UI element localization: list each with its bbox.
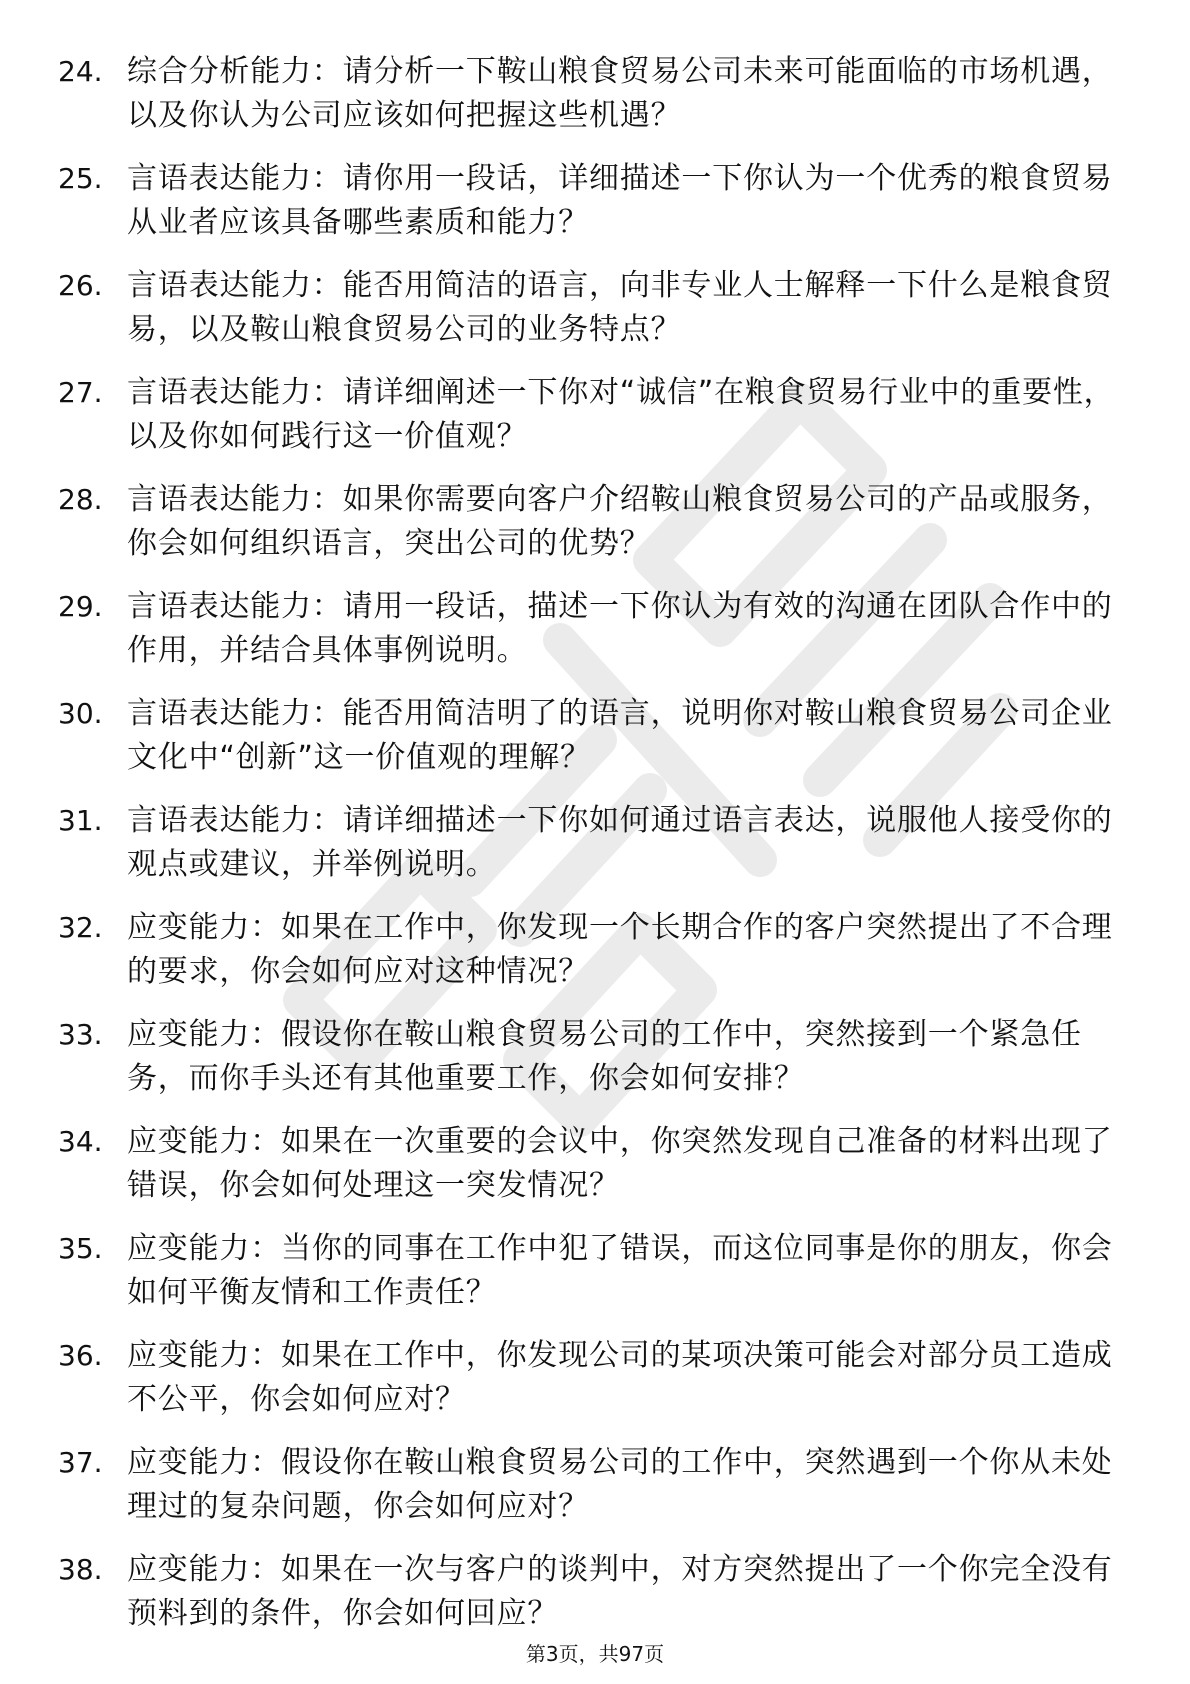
question-number: 29.: [58, 590, 103, 623]
question-item: [0, 157, 1190, 264]
question-number: 36.: [58, 1339, 103, 1372]
question-number: 26.: [58, 269, 103, 302]
question-text: 应变能力：如果在工作中，你发现一个长期合作的客户突然提出了不合理的要求，你会如何应对这种情况？: [127, 910, 1113, 989]
question-text: 综合分析能力：请分析一下鞍山粮食贸易公司未来可能面临的市场机遇，以及你认为公司应该如何把握这些机遇？: [127, 54, 1113, 133]
question-text: 应变能力：如果在工作中，你发现公司的某项决策可能会对部分员工造成不公平，你会如何应对？: [127, 1338, 1113, 1417]
question-number: 33.: [58, 1018, 103, 1051]
question-text: 应变能力：如果在一次重要的会议中，你突然发现自己准备的材料出现了错误，你会如何处理这一突发情况？: [127, 1124, 1113, 1203]
question-text: 言语表达能力：能否用简洁的语言，向非专业人士解释一下什么是粮食贸易，以及鞍山粮食贸易公司的业务特点？: [127, 268, 1113, 347]
question-item: [0, 264, 1190, 371]
question-item: [0, 799, 1190, 906]
question-item: [0, 1013, 1190, 1120]
question-item: [0, 692, 1190, 799]
question-text: 言语表达能力：请详细描述一下你如何通过语言表达，说服他人接受你的观点或建议，并举例说明。: [127, 803, 1113, 882]
question-number: 24.: [58, 55, 103, 88]
question-item: [0, 585, 1190, 692]
question-number: 32.: [58, 911, 103, 944]
question-item: [0, 1441, 1190, 1548]
question-number: 30.: [58, 697, 103, 730]
question-item: [0, 371, 1190, 478]
question-number: 38.: [58, 1553, 103, 1586]
question-list: [0, 50, 1190, 1655]
page-footer: 第3页，共97页: [525, 1642, 665, 1666]
question-item: [0, 50, 1190, 157]
question-item: [0, 1334, 1190, 1441]
question-text: 言语表达能力：请用一段话，描述一下你认为有效的沟通在团队合作中的作用，并结合具体事例说明。: [127, 589, 1113, 668]
question-text: 应变能力：如果在一次与客户的谈判中，对方突然提出了一个你完全没有预料到的条件，你会如何回应？: [127, 1552, 1113, 1631]
question-text: 言语表达能力：能否用简洁明了的语言，说明你对鞍山粮食贸易公司企业文化中“创新”这一价值观的理解？: [127, 696, 1113, 775]
question-number: 25.: [58, 162, 103, 195]
question-number: 34.: [58, 1125, 103, 1158]
question-number: 37.: [58, 1446, 103, 1479]
question-text: 言语表达能力：请详细阐述一下你对“诚信”在粮食贸易行业中的重要性，以及你如何践行这一价值观？: [127, 375, 1115, 454]
question-number: 35.: [58, 1232, 103, 1265]
question-item: [0, 906, 1190, 1013]
question-text: 应变能力：假设你在鞍山粮食贸易公司的工作中，突然接到一个紧急任务，而你手头还有其他重要工作，你会如何安排？: [127, 1017, 1082, 1096]
question-item: [0, 1227, 1190, 1334]
question-text: 言语表达能力：请你用一段话，详细描述一下你认为一个优秀的粮食贸易从业者应该具备哪些素质和能力？: [127, 161, 1113, 240]
question-number: 28.: [58, 483, 103, 516]
question-item: [0, 1120, 1190, 1227]
question-text: 应变能力：当你的同事在工作中犯了错误，而这位同事是你的朋友，你会如何平衡友情和工作责任？: [127, 1231, 1113, 1310]
question-number: 27.: [58, 376, 103, 409]
question-text: 应变能力：假设你在鞍山粮食贸易公司的工作中，突然遇到一个你从未处理过的复杂问题，你会如何应对？: [127, 1445, 1113, 1524]
question-number: 31.: [58, 804, 103, 837]
question-text: 言语表达能力：如果你需要向客户介绍鞍山粮食贸易公司的产品或服务，你会如何组织语言，突出公司的优势？: [127, 482, 1113, 561]
question-item: [0, 478, 1190, 585]
